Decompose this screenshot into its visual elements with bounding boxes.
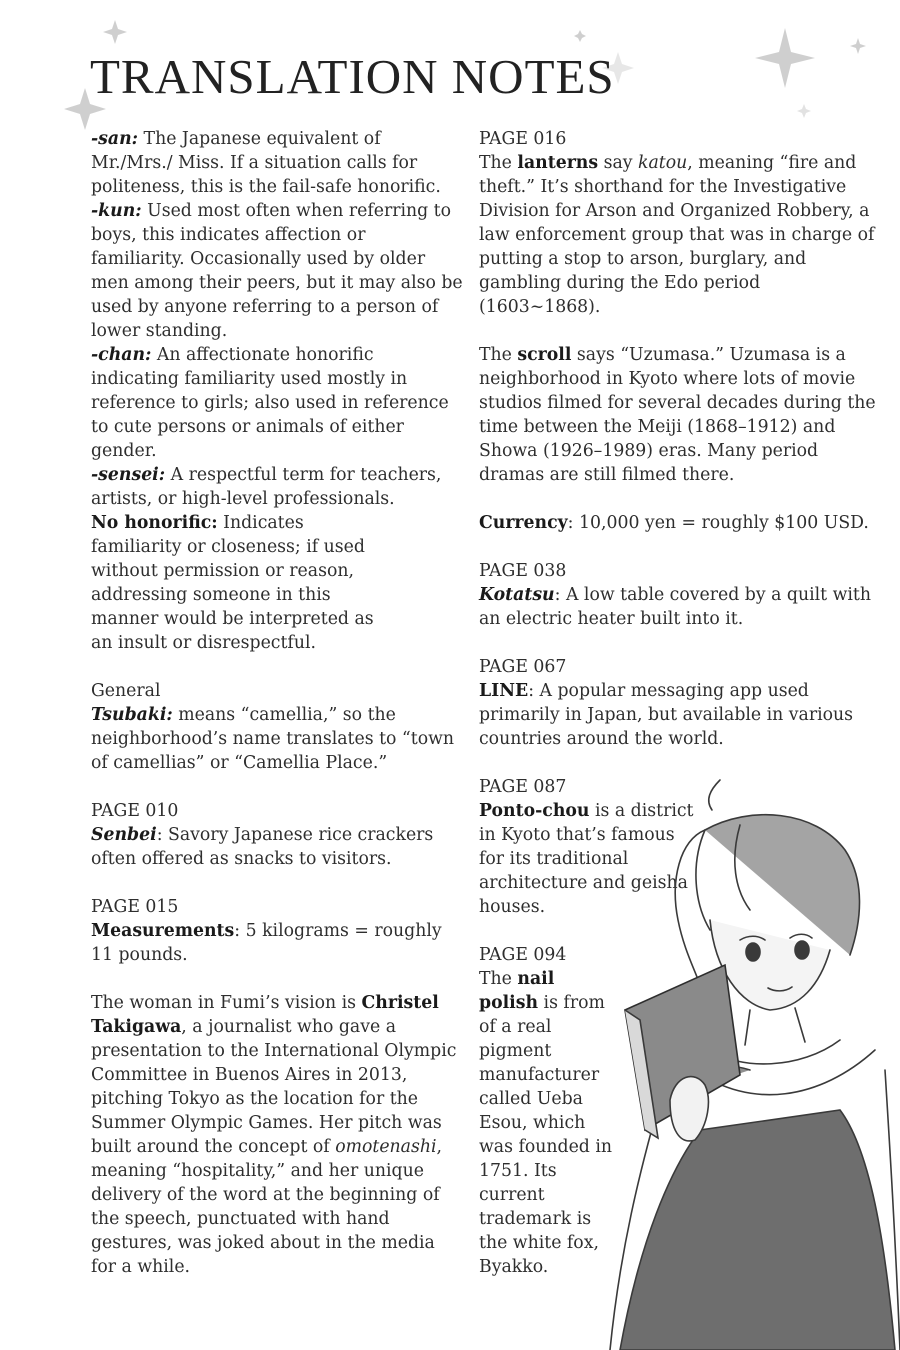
definition: means “camellia,” so the neighborhood’s name translates to “town of camellias” or “Camellia Place.” [91,705,455,773]
honorific-kun [91,199,463,343]
text-run: The [479,969,518,989]
text-run: The [479,153,518,173]
definition: : 5 kilograms = roughly 11 pounds. [91,921,442,965]
text-run: , meaning “fire and theft.” It’s shorthand for the Investigative Division for Arson and Organized Robbery, a law enforcement group that was in charge of putting a stop to arson, burglary, and gambling during the Edo period (1603~1868). [479,153,875,317]
term: Measurements [91,921,235,941]
note-nail-polish [479,967,619,1279]
note-lanterns [479,151,879,319]
honorific-san [91,127,463,199]
honorific-sensei [91,463,463,511]
term: -kun: [91,201,142,221]
text-run: says “Uzumasa.” Uzumasa is a neighborhood in Kyoto where lots of movie studios filmed for several decades during the time between the Meiji (1868–1912) and Showa (1926–1989) eras. Many period dramas are still filmed there. [479,345,876,485]
sparkle-icon [574,30,586,42]
honorific-chan [91,343,463,463]
note-tsubaki [91,703,463,775]
honorific-none [91,511,381,655]
section-heading: PAGE 010 [91,801,179,821]
sparkle-icon [103,20,127,44]
term: Tsubaki: [91,705,173,725]
term: Senbei [91,825,157,845]
note-currency [479,511,879,535]
definition: : A low table covered by a quilt with an electric heater built into it. [479,585,871,629]
text-run: The [479,345,518,365]
section-heading: PAGE 015 [91,897,179,917]
definition: The Japanese equivalent of Mr./Mrs./ Miss. If a situation calls for politeness, this is the fail-safe honorific. [91,129,441,197]
term: Christel Takigawa [91,993,439,1037]
note-measurements [91,919,463,967]
definition: : Savory Japanese rice crackers often offered as snacks to visitors. [91,825,434,869]
definition: An affectionate honorific indicating familiarity used mostly in reference to girls; also used in reference to cute persons or animals of either gender. [91,345,449,461]
left-column [91,127,463,1279]
sparkle-icon [755,28,815,88]
text-run: : 10,000 yen = roughly $100 USD. [567,513,869,533]
definition: Used most often when referring to boys, this indicates affection or familiarity. Occasionally used by older men among their peers, but it may also be used by anyone referring to a person of lower standing. [91,201,463,341]
term: -san: [91,129,139,149]
note-christel [91,991,463,1279]
term: scroll [517,345,572,365]
text-run: , a journalist who gave a presentation to the International Olympic Committee in Buenos Aires in 2013, pitching Tokyo as the location for the Summer Olympic Games. Her pitch was built around the concept of [91,1017,457,1157]
note-line [479,679,879,751]
term: No honorific: [91,513,218,533]
section-heading: PAGE 067 [479,657,567,677]
term: -sensei: [91,465,166,485]
definition: Indicates familiarity or closeness; if used without permission or reason, addressing someone in this manner would be interpreted as an insult or disrespectful. [91,513,374,653]
definition: is a district in Kyoto that’s famous for its traditional architecture and geisha houses. [479,801,694,917]
term: -chan: [91,345,152,365]
section-heading: PAGE 087 [479,777,567,797]
text-run: is from of a real pigment manufacturer called Ueba Esou, which was founded in 1751. Its current trademark is the white fox, Byakko. [479,993,613,1277]
page-title: TRANSLATION NOTES [90,49,615,104]
term: nail polish [479,969,555,1013]
note-kotatsu [479,583,879,631]
section-heading: PAGE 016 [479,129,567,149]
italic-term: katou [638,153,688,173]
term: Kotatsu [479,585,555,605]
sparkle-icon [850,38,866,54]
term: Currency [479,513,568,533]
definition: : A popular messaging app used primarily in Japan, but available in various countries around the world. [479,681,854,749]
section-heading: PAGE 038 [479,561,567,581]
text-run: , meaning “hospitality,” and her unique delivery of the word at the beginning of the speech, punctuated with hand gestures, was joked about in the media for a while. [91,1137,443,1277]
section-heading: General [91,681,161,701]
note-senbei [91,823,463,871]
definition: A respectful term for teachers, artists, or high-level professionals. [91,465,442,509]
term: LINE [479,681,529,701]
note-scroll [479,343,879,487]
term: lanterns [517,153,599,173]
text-run: The woman in Fumi’s vision is [91,993,362,1013]
term: Ponto-chou [479,801,590,821]
italic-term: omotenashi [335,1137,437,1157]
sparkle-icon [797,104,811,118]
girl-with-book-illustration [600,770,900,1350]
text-run: say [598,153,639,173]
section-heading: PAGE 094 [479,945,567,965]
